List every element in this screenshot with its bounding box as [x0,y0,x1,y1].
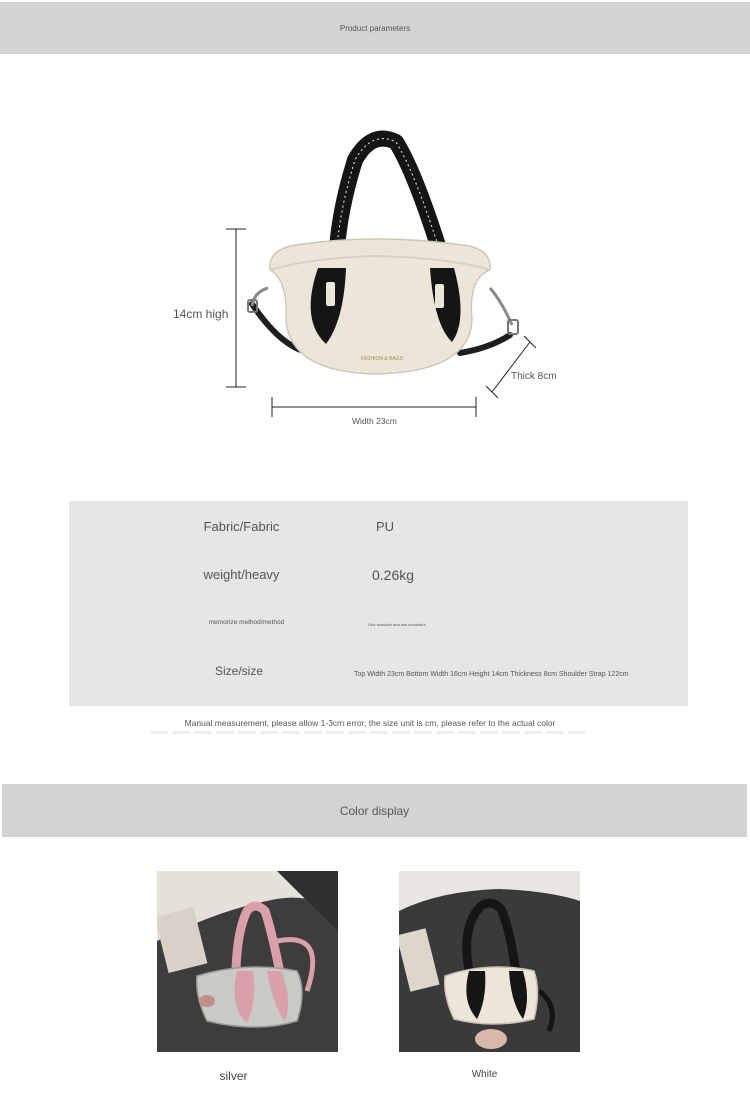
measurement-note: Manual measurement, please allow 1-3cm error, the size unit is cm, please refer to the actual color [184,718,556,728]
param-value: PU [376,519,395,534]
color-caption-white: White [471,1069,498,1080]
note-divider [150,731,590,734]
color-caption-silver: silver [219,1069,248,1083]
param-key: memorize method/method [208,619,285,626]
param-key: Size/size [214,664,264,678]
product-parameters-title: Product parameters [339,23,411,33]
param-value: 0.26kg [372,567,415,583]
white-bag-image [399,871,580,1052]
silver-bag-image [157,871,338,1052]
color-display-banner [2,784,747,837]
color-display-title: Color display [339,803,410,818]
bag-illustration [150,120,600,450]
bag-logo: FASHION & BAGS [361,356,403,362]
param-key: weight/heavy [203,567,280,582]
param-value: Top Width 23cm Bottom Width 16cm Height 14cm Thickness 8cm Shoulder Strap 122cm [354,671,629,678]
white-bag-photo[interactable] [399,871,580,1052]
bag-dimension-figure [150,120,600,450]
param-key: Fabric/Fabric [203,519,280,534]
parameters-table [69,501,688,706]
thickness-label: Thick 8cm [511,371,557,382]
width-label: Width 23cm [352,416,397,426]
silver-bag-photo[interactable] [157,871,338,1052]
param-value: One shoulder and two shoulders [368,622,426,627]
product-parameters-banner [0,2,750,54]
height-label: 14cm high [173,307,229,321]
